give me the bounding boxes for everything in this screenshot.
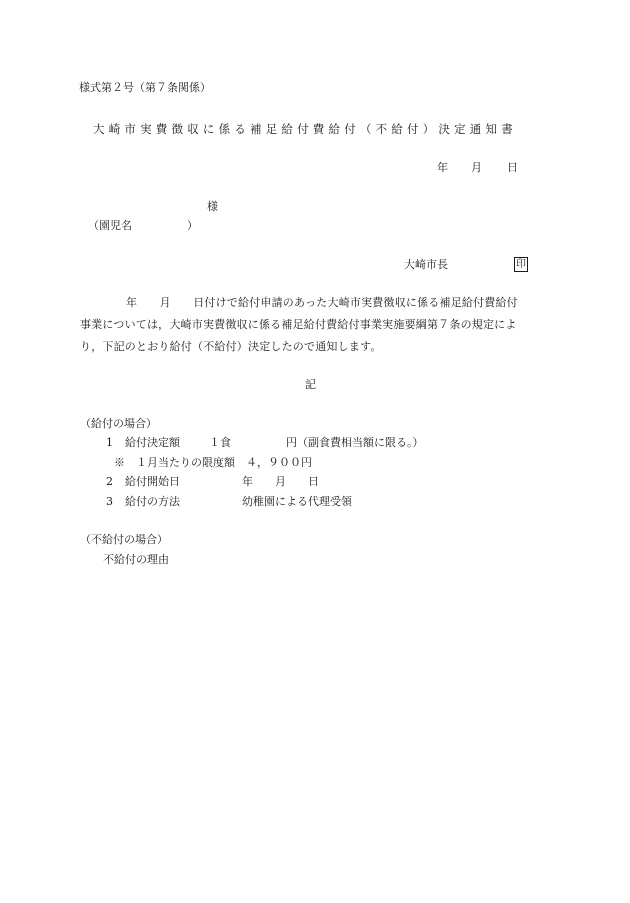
grant-item-2-value: 年 月 日: [242, 475, 319, 488]
document-title: 大崎市実費徴収に係る補足給付費給付（不給付）決定通知書: [93, 122, 517, 136]
grant-item-3-number: 3: [106, 495, 113, 508]
intro-line-1: 年 月 日付けで給付申請のあった大崎市実費徴収に係る補足給付費給付: [126, 296, 518, 309]
intro-line-2: 事業については，大崎市実費徴収に係る補足給付費給付事業実施要綱第７条の規定によ: [80, 318, 517, 331]
grant-item-2-label: 給付開始日: [125, 475, 180, 488]
intro-line-3: り，下記のとおり給付（不給付）決定したので通知します。: [80, 340, 382, 353]
limit-note: ※ １月当たりの限度額 ４，９００円: [114, 456, 312, 469]
sender-name: 大崎市長: [404, 258, 448, 271]
date-month: 月: [471, 161, 482, 174]
grant-item-1-number: 1: [106, 436, 113, 449]
recipient-honorific: 様: [207, 200, 218, 213]
date-day: 日: [507, 161, 518, 174]
grant-item-1-label: 給付決定額: [125, 436, 180, 449]
grant-heading: （給付の場合）: [80, 417, 157, 430]
grant-item-3-value: 幼稚園による代理受領: [242, 495, 352, 508]
nongrant-reason-label: 不給付の理由: [103, 553, 169, 566]
grant-item-3-label: 給付の方法: [125, 495, 180, 508]
form-label: 様式第２号（第７条関係）: [79, 81, 211, 94]
ki-heading: 記: [305, 378, 316, 391]
nongrant-heading: （不給付の場合）: [80, 533, 168, 546]
grant-item-1-amount: １食 円（副食費相当額に限る。）: [209, 436, 424, 449]
grant-item-2-number: 2: [106, 475, 113, 488]
seal-mark: 印: [516, 259, 526, 270]
child-name-label: （園児名 ）: [88, 219, 198, 232]
date-year: 年: [437, 161, 448, 174]
